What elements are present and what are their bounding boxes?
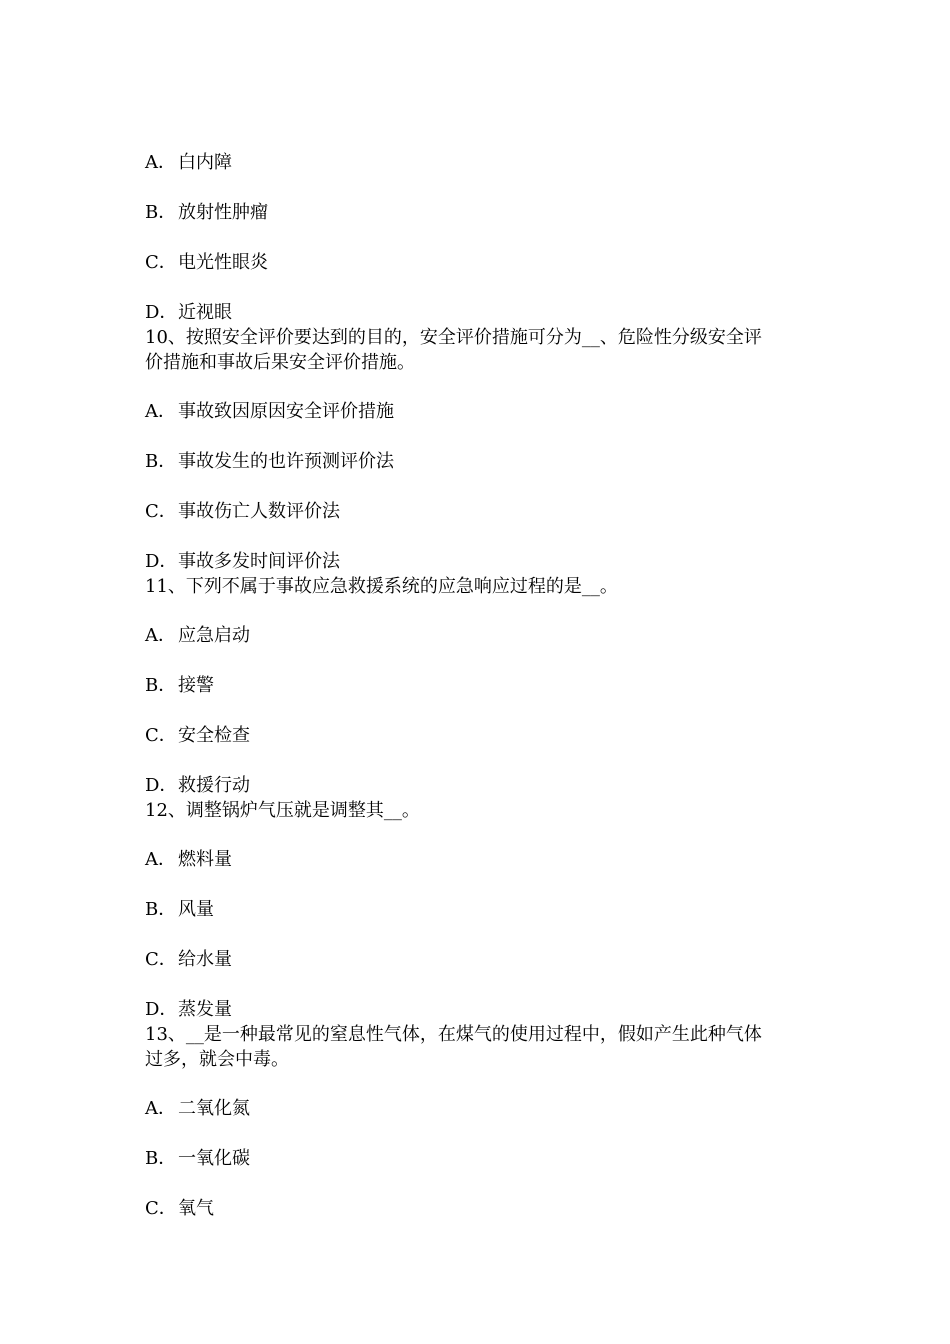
- option-text: 燃料量: [178, 849, 232, 870]
- option-q10-c: [145, 499, 825, 524]
- option-text: 一氧化碳: [178, 1148, 250, 1169]
- option-letter: A．: [145, 152, 176, 173]
- option-letter: A．: [145, 625, 176, 646]
- option-text: 安全检查: [178, 725, 250, 746]
- option-letter: C．: [145, 725, 177, 746]
- option-text: 电光性眼炎: [178, 252, 268, 273]
- option-q9-b: [145, 200, 825, 225]
- option-q11-c: [145, 723, 825, 748]
- option-text: 二氧化氮: [178, 1098, 250, 1119]
- option-letter: C．: [145, 501, 177, 522]
- option-letter: D．: [145, 775, 178, 796]
- question-10-stem-line2: 价措施和事故后果安全评价措施。: [145, 352, 415, 373]
- option-text: 白内障: [178, 152, 232, 173]
- option-text: 氧气: [178, 1198, 214, 1219]
- option-letter: D．: [145, 551, 178, 572]
- option-q13-a: [145, 1096, 825, 1121]
- option-letter: C．: [145, 252, 177, 273]
- option-text: 救援行动: [178, 775, 250, 796]
- option-q12-a: [145, 847, 825, 872]
- option-text: 风量: [178, 899, 214, 920]
- option-q12-c: [145, 947, 825, 972]
- question-11-stem: 11、下列不属于事故应急救援系统的应急响应过程的是__。: [145, 576, 618, 597]
- option-letter: A．: [145, 849, 176, 870]
- option-letter: B．: [145, 1148, 177, 1169]
- option-letter: A．: [145, 401, 176, 422]
- option-text: 事故发生的也许预测评价法: [178, 451, 394, 472]
- option-q11-a: [145, 623, 825, 648]
- question-12-stem: 12、调整锅炉气压就是调整其__。: [145, 800, 420, 821]
- option-text: 近视眼: [178, 302, 232, 323]
- option-text: 接警: [178, 675, 214, 696]
- option-letter: B．: [145, 899, 177, 920]
- option-text: 事故伤亡人数评价法: [178, 501, 340, 522]
- option-letter: B．: [145, 202, 177, 223]
- option-letter: B．: [145, 451, 177, 472]
- option-text: 事故多发时间评价法: [178, 551, 340, 572]
- option-text: 给水量: [178, 949, 232, 970]
- question-13-stem-line1: 13、__是一种最常见的窒息性气体，在煤气的使用过程中，假如产生此种气体: [145, 1024, 762, 1045]
- option-q9-c: [145, 250, 825, 275]
- option-q10-d: [145, 549, 825, 574]
- option-letter: D．: [145, 302, 178, 323]
- option-q11-d: [145, 773, 825, 798]
- option-q10-b: [145, 449, 825, 474]
- option-q10-a: [145, 399, 825, 424]
- option-q13-b: [145, 1146, 825, 1171]
- option-q12-b: [145, 897, 825, 922]
- option-q12-d: [145, 997, 825, 1022]
- option-text: 放射性肿瘤: [178, 202, 268, 223]
- option-letter: C．: [145, 949, 177, 970]
- question-10-stem-line1: 10、按照安全评价要达到的目的，安全评价措施可分为__、危险性分级安全评: [145, 327, 762, 348]
- option-letter: D．: [145, 999, 178, 1020]
- option-q9-d: [145, 300, 825, 325]
- option-letter: B．: [145, 675, 177, 696]
- question-13-stem-line2: 过多，就会中毒。: [145, 1049, 289, 1070]
- option-letter: A．: [145, 1098, 176, 1119]
- option-q11-b: [145, 673, 825, 698]
- option-text: 蒸发量: [178, 999, 232, 1020]
- option-q13-c: [145, 1196, 825, 1221]
- option-letter: C．: [145, 1198, 177, 1219]
- option-text: 事故致因原因安全评价措施: [178, 401, 394, 422]
- option-text: 应急启动: [178, 625, 250, 646]
- option-q9-a: [145, 150, 825, 175]
